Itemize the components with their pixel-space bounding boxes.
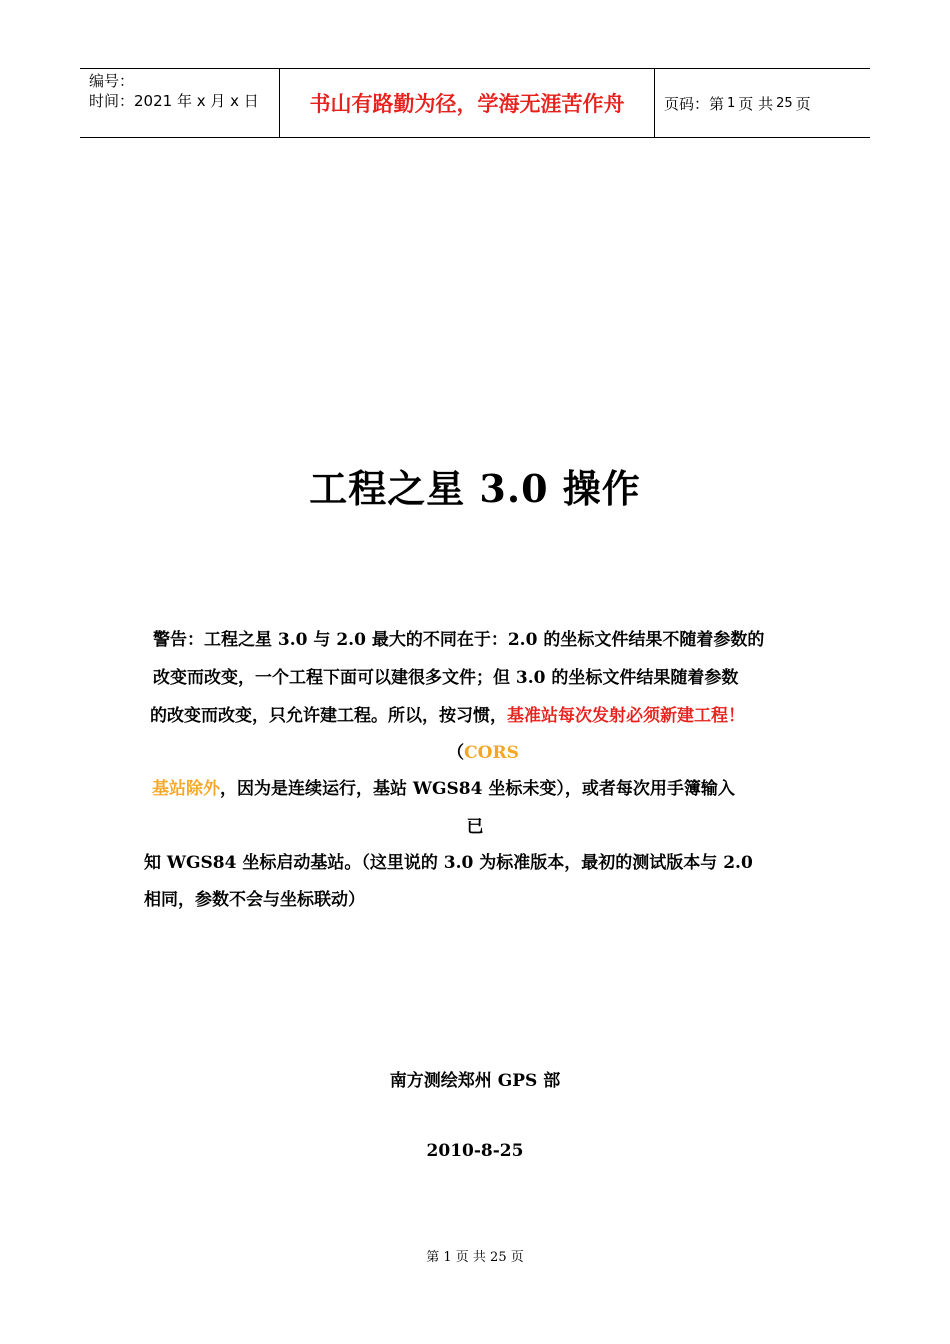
time-label: 时间：2021 年 x 月 x 日 xyxy=(89,92,259,110)
cors-label: CORS xyxy=(464,743,519,763)
warning-line-5-text: ，因为是连续运行，基站 WGS84 坐标未变），或者每次用手簿输入 xyxy=(220,779,735,799)
paren-open: （ xyxy=(447,743,465,763)
header-page-info xyxy=(655,69,870,137)
number-label: 编号： xyxy=(89,72,135,90)
organization: 南方测绘郑州 GPS 部 xyxy=(389,1071,561,1091)
page-total: 25 xyxy=(776,95,793,111)
warning-line-3-text: 的改变而改变，只允许建工程。所以，按习惯， xyxy=(150,706,507,726)
warning-line-6: 已 xyxy=(466,817,484,837)
page-footer: 第 1 页 共 25 页 xyxy=(426,1250,524,1265)
page-prefix: 页码：第 xyxy=(664,94,725,113)
warning-line-1: 警告：工程之星 3.0 与 2.0 最大的不同在于：2.0 的坐标文件结果不随着参数的 xyxy=(153,630,765,650)
warning-line-7: 知 WGS84 坐标启动基站。（这里说的 3.0 为标准版本，最初的测试版本与 2.0 xyxy=(144,853,753,873)
page-suffix: 页 xyxy=(795,94,811,113)
document-title: 工程之星 3.0 操作 xyxy=(309,466,641,511)
warning-line-8: 相同，参数不会与坐标联动） xyxy=(144,890,365,910)
header-meta xyxy=(80,69,280,137)
warning-line-3 xyxy=(150,704,745,728)
warning-highlight: 基准站每次发射必须新建工程！ xyxy=(507,706,745,726)
warning-line-4 xyxy=(0,741,950,765)
document-date: 2010-8-25 xyxy=(426,1141,524,1161)
header-motto: 书山有路勤为径，学海无涯苦作舟 xyxy=(280,69,655,137)
base-except-label: 基站除外 xyxy=(152,779,220,799)
warning-line-2: 改变而改变，一个工程下面可以建很多文件；但 3.0 的坐标文件结果随着参数 xyxy=(153,668,739,688)
page-mid: 页 共 xyxy=(738,94,774,113)
page-header xyxy=(80,68,870,138)
page-current: 1 xyxy=(727,95,736,111)
warning-line-5 xyxy=(152,777,735,801)
